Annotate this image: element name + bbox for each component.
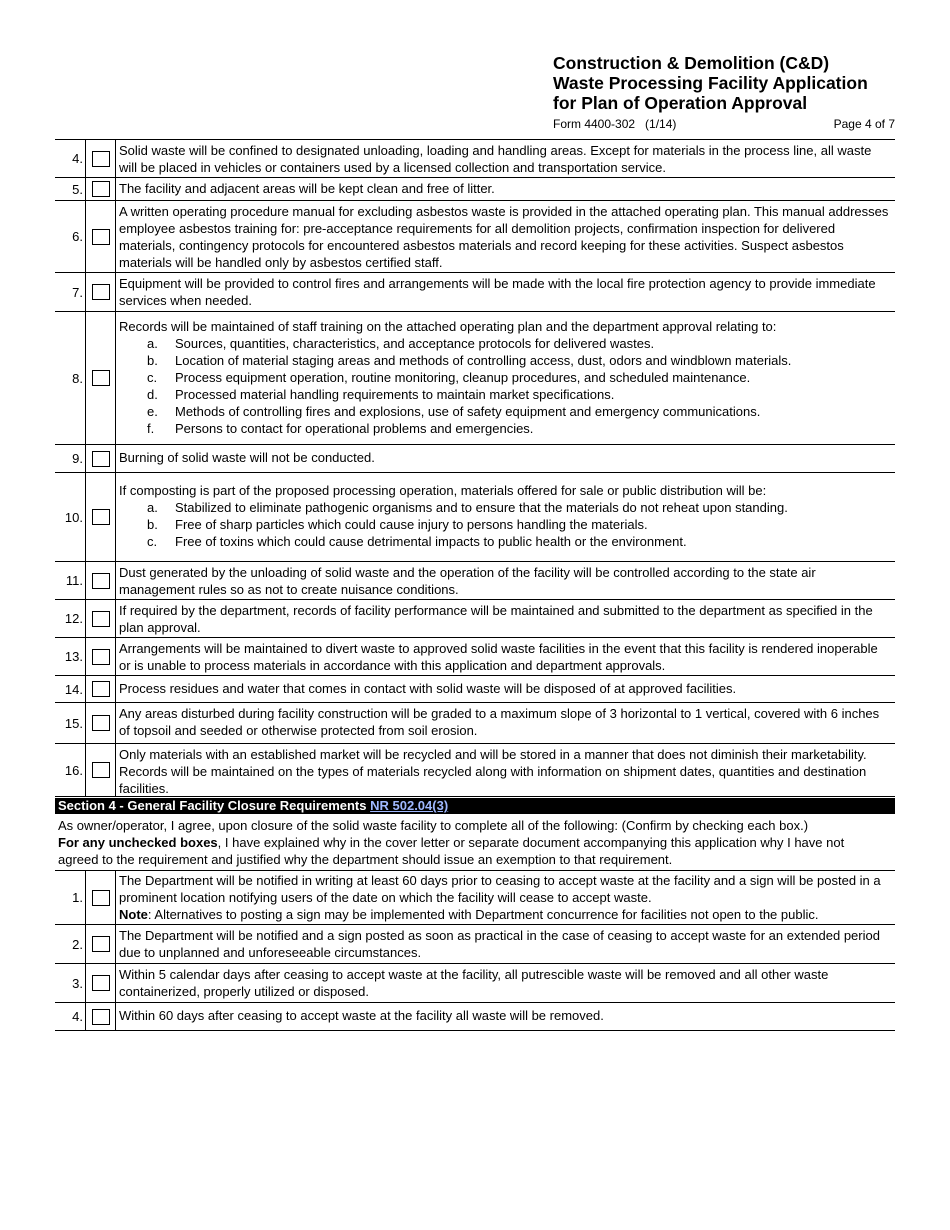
sub-letter: e. <box>147 404 158 419</box>
sub-letter: b. <box>147 517 158 532</box>
item-text: Any areas disturbed during facility construction will be graded to a maximum slope of 3 horizontal to 1 vertical, covered with 6 inches of topsoil and seeded or otherwise protected from soil erosion. <box>119 706 880 738</box>
item-text: Within 60 days after ceasing to accept waste at the facility all waste will be removed. <box>119 1008 604 1023</box>
section3-items <box>55 139 895 797</box>
item-checkbox[interactable] <box>92 181 110 197</box>
item-number: 3. <box>55 964 86 1002</box>
item-row <box>55 870 895 924</box>
note-text: : Alternatives to posting a sign may be implemented with Department concurrence for facilities not open to the public. <box>147 907 819 922</box>
checkbox-cell <box>86 273 116 311</box>
item-number: 4. <box>55 1003 86 1030</box>
item-row <box>55 1002 895 1031</box>
item-checkbox[interactable] <box>92 715 110 731</box>
sub-letter: a. <box>147 336 158 351</box>
item-number: 10. <box>55 473 86 561</box>
sub-text: Free of toxins which could cause detrimental impacts to public health or the environment. <box>175 534 687 549</box>
sub-letter: c. <box>147 534 158 549</box>
item-number: 14. <box>55 676 86 702</box>
sub-letter: d. <box>147 387 158 402</box>
sub-list <box>119 499 892 550</box>
item-row <box>55 177 895 200</box>
item-row <box>55 200 895 272</box>
sub-letter: a. <box>147 500 158 515</box>
checkbox-cell <box>86 1003 116 1030</box>
note-label: Note <box>119 907 148 922</box>
checkbox-cell <box>86 703 116 743</box>
item-text: Within 5 calendar days after ceasing to accept waste at the facility, all putrescible waste will be removed and all other waste containerized, properly utilized or disposed. <box>119 967 829 999</box>
item-number: 1. <box>55 871 86 924</box>
item-checkbox[interactable] <box>92 284 110 300</box>
item-checkbox[interactable] <box>92 681 110 697</box>
item-text: The Department will be notified and a sign posted as soon as practical in the case of ceasing to accept waste for an extended period due to unplanned and unforeseeable circumstances. <box>119 928 880 960</box>
checkbox-cell <box>86 473 116 561</box>
item-row <box>55 272 895 311</box>
sub-text: Methods of controlling fires and explosions, use of safety equipment and emergency communications. <box>175 404 761 419</box>
sub-list <box>119 335 892 437</box>
section4-items <box>55 870 895 1031</box>
intro-text-2 <box>58 834 888 868</box>
item-row <box>55 743 895 797</box>
item-number: 8. <box>55 312 86 444</box>
item-text <box>116 312 895 444</box>
item-checkbox[interactable] <box>92 890 110 906</box>
sub-item <box>119 499 892 516</box>
item-number: 2. <box>55 925 86 963</box>
item-number: 16. <box>55 744 86 796</box>
checkbox-cell <box>86 871 116 924</box>
item-number: 4. <box>55 140 86 177</box>
nr-502-link[interactable]: NR 502.04(3) <box>370 798 449 813</box>
sub-text: Processed material handling requirements to maintain market specifications. <box>175 387 615 402</box>
item-checkbox[interactable] <box>92 975 110 991</box>
intro-rest: , I have explained why in the cover letter or separate document accompanying this application why I have not agreed to the requirement and justified why the department should issue an exemption to that requirement. <box>58 835 845 867</box>
sub-item <box>119 386 892 403</box>
item-checkbox[interactable] <box>92 936 110 952</box>
sub-letter: b. <box>147 353 158 368</box>
form-line <box>553 117 895 131</box>
item-text: Burning of solid waste will not be conducted. <box>119 450 375 465</box>
item-number: 5. <box>55 178 86 200</box>
sub-item <box>119 420 892 437</box>
item-text <box>116 871 895 924</box>
item-text: Solid waste will be confined to designated unloading, loading and handling areas. Except for materials in the process line, all waste will be placed in vehicles or containers used by a licensed collection and transportation service. <box>119 143 872 175</box>
section-4-header <box>55 798 895 814</box>
item-lead-text: Records will be maintained of staff training on the attached operating plan and the department approval relating to: <box>119 319 777 334</box>
sub-letter: f. <box>147 421 155 436</box>
intro-bold: For any unchecked boxes <box>58 835 218 850</box>
section-4-title: Section 4 - General Facility Closure Requirements <box>58 798 367 813</box>
sub-item <box>119 403 892 420</box>
item-text: Only materials with an established market will be recycled and will be stored in a manner that does not diminish their marketability. Records will be maintained on the types of materials recycled along with information on shipment dates, quantities and destination facilities. <box>119 747 867 796</box>
item-checkbox[interactable] <box>92 509 110 525</box>
item-row <box>55 702 895 743</box>
sub-text: Free of sharp particles which could cause injury to persons handling the materials. <box>175 517 648 532</box>
item-row <box>55 561 895 599</box>
sub-text: Stabilized to eliminate pathogenic organisms and to ensure that the materials do not reheat upon standing. <box>175 500 788 515</box>
item-row <box>55 472 895 561</box>
item-text: Dust generated by the unloading of solid waste and the operation of the facility will be controlled according to the state air management rules so as not to create nuisance conditions. <box>119 565 816 597</box>
form-header <box>553 53 895 131</box>
item-row <box>55 311 895 444</box>
title-line-1: Construction & Demolition (C&D) <box>553 53 830 73</box>
sub-item <box>119 352 892 369</box>
item-row <box>55 599 895 637</box>
item-text: If required by the department, records of facility performance will be maintained and submitted to the department as specified in the plan approval. <box>119 603 873 635</box>
checkbox-cell <box>86 600 116 637</box>
item-row <box>55 637 895 675</box>
form-number: Form 4400-302 (1/14) <box>553 117 677 131</box>
title-line-2: Waste Processing Facility Application <box>553 73 868 93</box>
section-4-intro <box>58 817 888 868</box>
item-number: 6. <box>55 201 86 272</box>
sub-text: Process equipment operation, routine monitoring, cleanup procedures, and scheduled maintenance. <box>175 370 751 385</box>
item-text <box>116 473 895 561</box>
item-number: 13. <box>55 638 86 675</box>
item-text: Process residues and water that comes in contact with solid waste will be disposed of at approved facilities. <box>119 681 737 696</box>
item-number: 7. <box>55 273 86 311</box>
item-main-text: The Department will be notified in writing at least 60 days prior to ceasing to accept waste at the facility and a sign will be posted in a prominent location notifying users of the date on which the facility will cease to accept waste. <box>119 873 881 905</box>
item-checkbox[interactable] <box>92 649 110 665</box>
sub-text: Persons to contact for operational problems and emergencies. <box>175 421 534 436</box>
intro-text-1: As owner/operator, I agree, upon closure of the solid waste facility to complete all of the following: (Confirm by checking each box.) <box>58 818 809 833</box>
checkbox-cell <box>86 140 116 177</box>
item-number: 11. <box>55 562 86 599</box>
item-checkbox[interactable] <box>92 229 110 245</box>
item-checkbox[interactable] <box>92 151 110 167</box>
item-checkbox[interactable] <box>92 451 110 467</box>
item-row <box>55 924 895 963</box>
checkbox-cell <box>86 201 116 272</box>
item-text: Arrangements will be maintained to divert waste to approved solid waste facilities in the event that this facility is rendered inoperable or is unable to process materials in accordance with this application and department approvals. <box>119 641 878 673</box>
item-text: Equipment will be provided to control fires and arrangements will be made with the local fire protection agency to provide immediate services when needed. <box>119 276 876 308</box>
item-checkbox[interactable] <box>92 573 110 589</box>
item-text: The facility and adjacent areas will be kept clean and free of litter. <box>119 181 495 196</box>
sub-item <box>119 533 892 550</box>
sub-letter: c. <box>147 370 158 385</box>
checkbox-cell <box>86 562 116 599</box>
checkbox-cell <box>86 638 116 675</box>
item-checkbox[interactable] <box>92 1009 110 1025</box>
item-checkbox[interactable] <box>92 370 110 386</box>
item-number: 15. <box>55 703 86 743</box>
checkbox-cell <box>86 445 116 472</box>
item-text: A written operating procedure manual for excluding asbestos waste is provided in the attached operating plan. This manual addresses employee asbestos training for: pre-acceptance requirements for all demolition projects, confirmation inspection for delivered materials, contingency protocols for encountered asbestos materials and record keeping for these activities. Suspect asbestos materials will be handled only by asbestos certified staff. <box>119 204 889 270</box>
checkbox-cell <box>86 312 116 444</box>
sub-item <box>119 369 892 386</box>
item-row <box>55 675 895 702</box>
title-line-3: for Plan of Operation Approval <box>553 93 808 113</box>
checkbox-cell <box>86 925 116 963</box>
item-lead-text: If composting is part of the proposed processing operation, materials offered for sale or public distribution will be: <box>119 483 767 498</box>
checkbox-cell <box>86 964 116 1002</box>
sub-text: Sources, quantities, characteristics, and acceptance protocols for delivered wastes. <box>175 336 655 351</box>
item-note <box>119 906 892 923</box>
checkbox-cell <box>86 178 116 200</box>
item-row <box>55 139 895 177</box>
page-number: Page 4 of 7 <box>833 117 895 131</box>
item-checkbox[interactable] <box>92 762 110 778</box>
checkbox-cell <box>86 744 116 796</box>
item-checkbox[interactable] <box>92 611 110 627</box>
item-row <box>55 444 895 472</box>
checkbox-cell <box>86 676 116 702</box>
item-number: 12. <box>55 600 86 637</box>
sub-item <box>119 516 892 533</box>
item-number: 9. <box>55 445 86 472</box>
sub-text: Location of material staging areas and methods of controlling access, dust, odors and windblown materials. <box>175 353 792 368</box>
item-row <box>55 963 895 1002</box>
sub-item <box>119 335 892 352</box>
